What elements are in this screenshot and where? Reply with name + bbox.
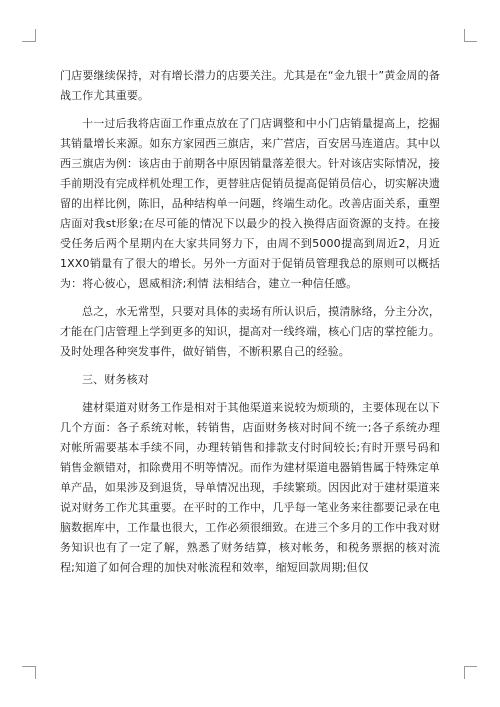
body-paragraph: 门店要继续保持，对有增长潜力的店要关注。尤其是在“金九银十”黄金周的备战工作尤其重要。 (60, 69, 440, 102)
body-paragraph: 建材渠道对财务工作是相对于其他渠道来说较为烦琐的，主要体现在以下几个方面：各子系统对帐，转销售，店面财务核对时间不统一;各子系统办理对帐所需要基本手续不同，办理转销售和排款支付时间较长;有时开票号码和销售金额错对，扣除费用不明等情况。而作为建材渠道电器销售属于特殊定单单产品，如果涉及到退货，导单情况出现，手续繁琐。因因此对于建材渠道来说对财务工作尤其重要。在平时的工作中，几乎每一笔业务来往都要记录在电脑数据库中，工作量也很大，工作必须很细致。在进三个多月的工作中我对财务知识也有了一定了解，熟悉了财务结算，核对帐务，和税务票据的核对流程;知道了如何合理的加快对帐流程和效率，缩短回款周期;但仅 (60, 401, 440, 574)
body-paragraph: 总之，水无常型，只要对具体的卖场有所认识后，摸清脉络，分主分次，才能在门店管理上学到更多的知识，提高对一线终端，核心门店的掌控能力。及时处理各种突发事件，做好销售，不断积累自己的经验。 (60, 305, 440, 358)
crop-mark-top-left-h (22, 41, 35, 42)
document-body (60, 66, 440, 578)
crop-mark-bottom-left-v (35, 666, 36, 679)
crop-mark-bottom-right-h (464, 666, 477, 667)
crop-mark-top-right-v (464, 29, 465, 42)
crop-mark-bottom-right-v (464, 666, 465, 679)
crop-mark-top-right-h (464, 41, 477, 42)
crop-mark-bottom-left-h (22, 666, 35, 667)
body-paragraph: 十一过后我将店面工作重点放在了门店调整和中小门店销量提高上，挖掘其销量增长来源。如东方家园西三旗店，来广营店，百安居马连道店。其中以西三旗店为例：该店由于前期各中原因销量落差很大。针对该店实际情况，接手前期没有完成样机处理工作，更替驻店促销员提高促销员信心，切实解决遗留的出样比例，陈旧，品种结构单一问题，终端生动化。改善店面关系，重塑店面对我st形象;在尽可能的情况下以最少的投入换得店面资源的支持。在接受任务后两个星期内在大家共同努力下，由周不到5000提高到周近2，月近1XX0销量有了很大的增长。另外一方面对于促销员管理我总的原则可以概括为：将心彼心，恩威相济;利情 法相结合，建立一种信任感。 (60, 117, 440, 290)
section-heading: 三、财务核对 (82, 373, 149, 386)
crop-mark-top-left-v (35, 29, 36, 42)
